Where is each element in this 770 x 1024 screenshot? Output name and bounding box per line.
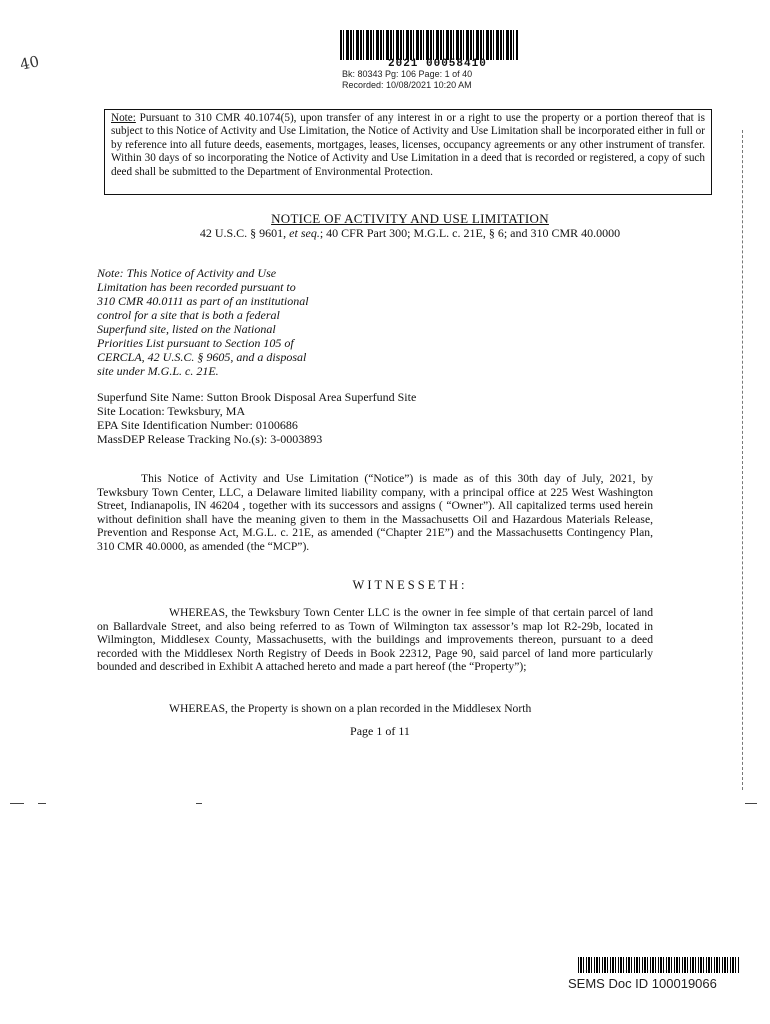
- handwritten-mark: 40: [18, 52, 41, 74]
- barcode-number: 2021 00058410: [388, 58, 487, 70]
- scan-dash: [745, 803, 757, 804]
- epa-site-id: EPA Site Identification Number: 0100686: [97, 418, 298, 432]
- site-info-block: [97, 390, 416, 446]
- subtitle-post: ; 40 CFR Part 300; M.G.L. c. 21E, § 6; and 310 CMR 40.0000: [319, 226, 621, 240]
- scan-dash: [10, 803, 24, 804]
- recording-book-page: Bk: 80343 Pg: 106 Page: 1 of 40: [342, 69, 473, 79]
- scan-dash: [38, 803, 46, 804]
- document-subtitle: [0, 226, 770, 241]
- institutional-control-note: [97, 266, 397, 378]
- note-line: control for a site that is both a federal: [97, 308, 280, 322]
- site-name: Superfund Site Name: Sutton Brook Disposal Area Superfund Site: [97, 390, 417, 404]
- page-number: Page 1 of 11: [350, 724, 410, 738]
- subtitle-italic: et seq.: [289, 226, 320, 240]
- note-line: 310 CMR 40.0111 as part of an institutional: [97, 294, 309, 308]
- recording-date: Recorded: 10/08/2021 10:20 AM: [342, 80, 472, 90]
- sems-barcode: [578, 957, 740, 973]
- massdep-tracking-no: MassDEP Release Tracking No.(s): 3-0003893: [97, 432, 323, 446]
- scan-edge-line: [742, 130, 744, 790]
- document-title: NOTICE OF ACTIVITY AND USE LIMITATION: [271, 211, 549, 226]
- note-line: Superfund site, listed on the National: [97, 322, 276, 336]
- witnesseth-heading: WITNESSETH:: [352, 578, 468, 592]
- note-line: site under M.G.L. c. 21E.: [97, 364, 219, 378]
- notice-paragraph: This Notice of Activity and Use Limitation (“Notice”) is made as of this 30th day of July, 2021, by Tewksbury Town Center, LLC, a Delaware limited liability company, with a principal office at 225 West Washington Street, Indianapolis, IN 46204 , together with its successors and assigns ( “Owner”). All capitalized terms used herein without definition shall have the meaning given to them in the Massachusetts Oil and Hazardous Materials Release, Prevention and Response Act, M.G.L. c. 21E, as amended (“Chapter 21E”) and the Massachusetts Contingency Plan, 310 CMR 40.0000, as amended (the “MCP”).: [97, 472, 653, 553]
- note-text: Pursuant to 310 CMR 40.1074(5), upon transfer of any interest in or a right to use the property or a portion thereof that is subject to this Notice of Activity and Use Limitation, the Notice of Activity and Use Limitation shall be incorporated either in full or by reference into all future deeds, easements, mortgages, leases, licenses, occupancy agreements or any other instrument of transfer. Within 30 days of so incorporating the Notice of Activity and Use Limitation in a deed that is recorded or registered, a copy of such deed shall be submitted to the Department of Environmental Protection.: [111, 112, 706, 178]
- transfer-note-box: [104, 109, 712, 195]
- note-label: Note:: [111, 112, 136, 124]
- whereas-paragraph-2: WHEREAS, the Property is shown on a plan recorded in the Middlesex North: [169, 702, 532, 715]
- recording-stamp: [342, 69, 472, 91]
- note-line: CERCLA, 42 U.S.C. § 9605, and a disposal: [97, 350, 307, 364]
- note-line: Priorities List pursuant to Section 105 of: [97, 336, 294, 350]
- recording-barcode: [340, 30, 518, 60]
- note-line: Note: This Notice of Activity and Use: [97, 266, 277, 280]
- note-line: Limitation has been recorded pursuant to: [97, 280, 296, 294]
- scan-dash: [196, 803, 202, 804]
- sems-doc-id: SEMS Doc ID 100019066: [568, 976, 717, 991]
- whereas-paragraph-1: WHEREAS, the Tewksbury Town Center LLC is the owner in fee simple of that certain parcel of land on Ballardvale Street, and also being referred to as Town of Wilmington tax assessor’s map lot R2-29b, located in Wilmington, Middlesex County, Massachusetts, with the buildings and improvements thereon, pursuant to a deed recorded with the Middlesex North Registry of Deeds in Book 22312, Page 90, said parcel of land more particularly bounded and described in Exhibit A attached hereto and made a part hereof (the “Property”);: [97, 606, 653, 674]
- site-location: Site Location: Tewksbury, MA: [97, 404, 246, 418]
- subtitle-pre: 42 U.S.C. § 9601,: [199, 226, 290, 240]
